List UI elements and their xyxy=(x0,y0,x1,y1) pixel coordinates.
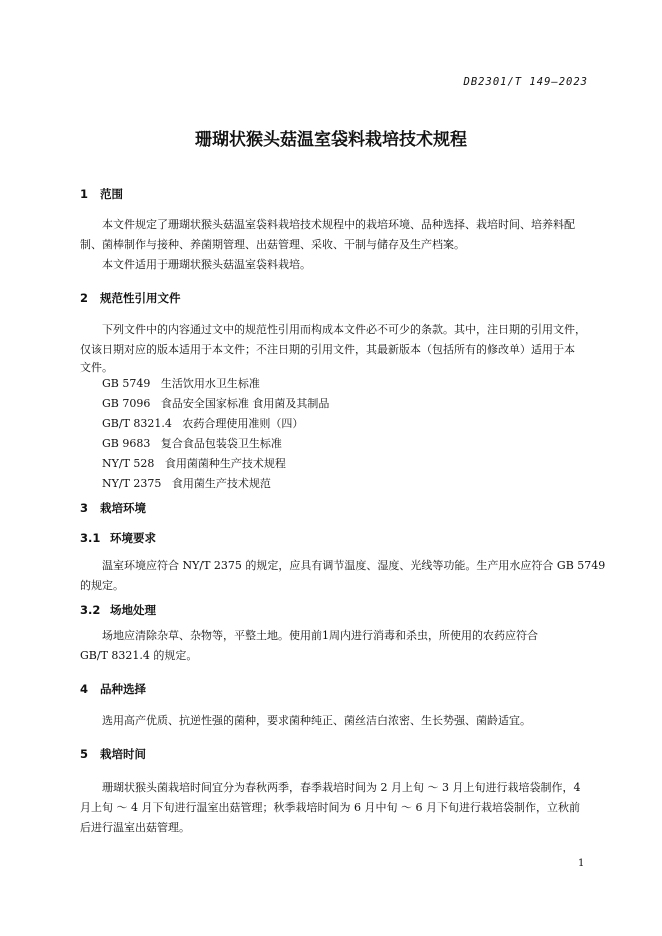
section-2-paragraph-line-2: 仅该日期对应的版本适用于本文件；不注日期的引用文件，其最新版本（包括所有的修改单）适用于本 xyxy=(80,343,575,356)
section-1-paragraph-2: 本文件适用于珊瑚状猴头菇温室袋料栽培。 xyxy=(102,258,311,271)
reference-code: GB/T 8321.4 xyxy=(102,417,172,430)
section-title: 环境要求 xyxy=(110,531,156,545)
reference-item xyxy=(102,454,286,474)
page-title: 珊瑚状猴头菇温室袋料栽培技术规程 xyxy=(195,130,467,150)
reference-item xyxy=(102,394,329,414)
section-1-heading xyxy=(80,186,123,202)
section-4-heading xyxy=(80,681,146,697)
reference-name: 食用菌生产技术规范 xyxy=(171,477,271,490)
section-5-line-1: 珊瑚状猴头菌栽培时间宜分为春秋两季，春季栽培时间为 2 月上旬 ～ 3 月上旬进行栽培袋制作，4 xyxy=(102,781,581,794)
reference-name: 复合食品包装袋卫生标准 xyxy=(160,437,282,450)
section-3-1-line-1: 温室环境应符合 NY/T 2375 的规定，应具有调节温度、湿度、光线等功能。生产用水应符合 GB 5749 xyxy=(102,559,606,572)
section-title: 栽培环境 xyxy=(100,501,146,515)
section-title: 范围 xyxy=(100,187,123,201)
section-1-paragraph-1-line-2: 制、菌棒制作与接种、养菌期管理、出菇管理、采收、干制与储存及生产档案。 xyxy=(80,238,465,251)
reference-item xyxy=(102,474,271,494)
section-number: 5 xyxy=(80,747,89,761)
reference-name: 农药合理使用准则（四） xyxy=(182,417,304,430)
reference-item xyxy=(102,434,282,454)
section-title: 场地处理 xyxy=(110,603,156,617)
section-5-heading xyxy=(80,746,146,762)
reference-item xyxy=(102,414,303,434)
section-title: 栽培时间 xyxy=(100,747,146,761)
reference-name: 生活饮用水卫生标准 xyxy=(160,377,260,390)
section-title: 规范性引用文件 xyxy=(100,291,181,305)
document-number: DB2301/T 149—2023 xyxy=(463,76,588,88)
section-number: 2 xyxy=(80,291,89,305)
section-number: 3.2 xyxy=(80,603,101,617)
section-3-heading xyxy=(80,500,146,516)
section-2-paragraph-line-3: 文件。 xyxy=(80,361,113,374)
page-number: 1 xyxy=(578,858,585,869)
section-3-1-heading xyxy=(80,530,156,546)
reference-code: GB 9683 xyxy=(102,437,151,450)
section-4-paragraph: 选用高产优质、抗逆性强的菌种，要求菌种纯正、菌丝洁白浓密、生长势强、菌龄适宜。 xyxy=(102,714,531,727)
section-number: 3 xyxy=(80,501,89,515)
section-number: 4 xyxy=(80,682,89,696)
section-3-1-line-2: 的规定。 xyxy=(80,579,124,592)
section-3-2-heading xyxy=(80,602,156,618)
section-title: 品种选择 xyxy=(100,682,146,696)
reference-name: 食用菌菌种生产技术规程 xyxy=(164,457,286,470)
section-number: 3.1 xyxy=(80,531,101,545)
reference-name: 食品安全国家标准 食用菌及其制品 xyxy=(160,397,330,410)
section-5-line-3: 后进行温室出菇管理。 xyxy=(80,821,190,834)
section-5-line-2: 月上旬 ～ 4 月下旬进行温室出菇管理；秋季栽培时间为 6 月中旬 ～ 6 月下旬进行栽培袋制作，立秋前 xyxy=(80,801,580,814)
reference-code: NY/T 528 xyxy=(102,457,155,470)
reference-code: GB 7096 xyxy=(102,397,151,410)
section-2-paragraph-line-1: 下列文件中的内容通过文中的规范性引用而构成本文件必不可少的条款。其中，注日期的引用文件， xyxy=(102,323,586,336)
section-1-paragraph-1-line-1: 本文件规定了珊瑚状猴头菇温室袋料栽培技术规程中的栽培环境、品种选择、栽培时间、培养料配 xyxy=(102,218,575,231)
reference-code: NY/T 2375 xyxy=(102,477,162,490)
section-3-2-line-1: 场地应清除杂草、杂物等，平整土地。使用前1周内进行消毒和杀虫，所使用的农药应符合 xyxy=(102,629,538,642)
reference-code: GB 5749 xyxy=(102,377,151,390)
section-2-heading xyxy=(80,290,181,306)
reference-item xyxy=(102,374,260,394)
section-number: 1 xyxy=(80,187,89,201)
section-3-2-line-2: GB/T 8321.4 的规定。 xyxy=(80,649,198,662)
